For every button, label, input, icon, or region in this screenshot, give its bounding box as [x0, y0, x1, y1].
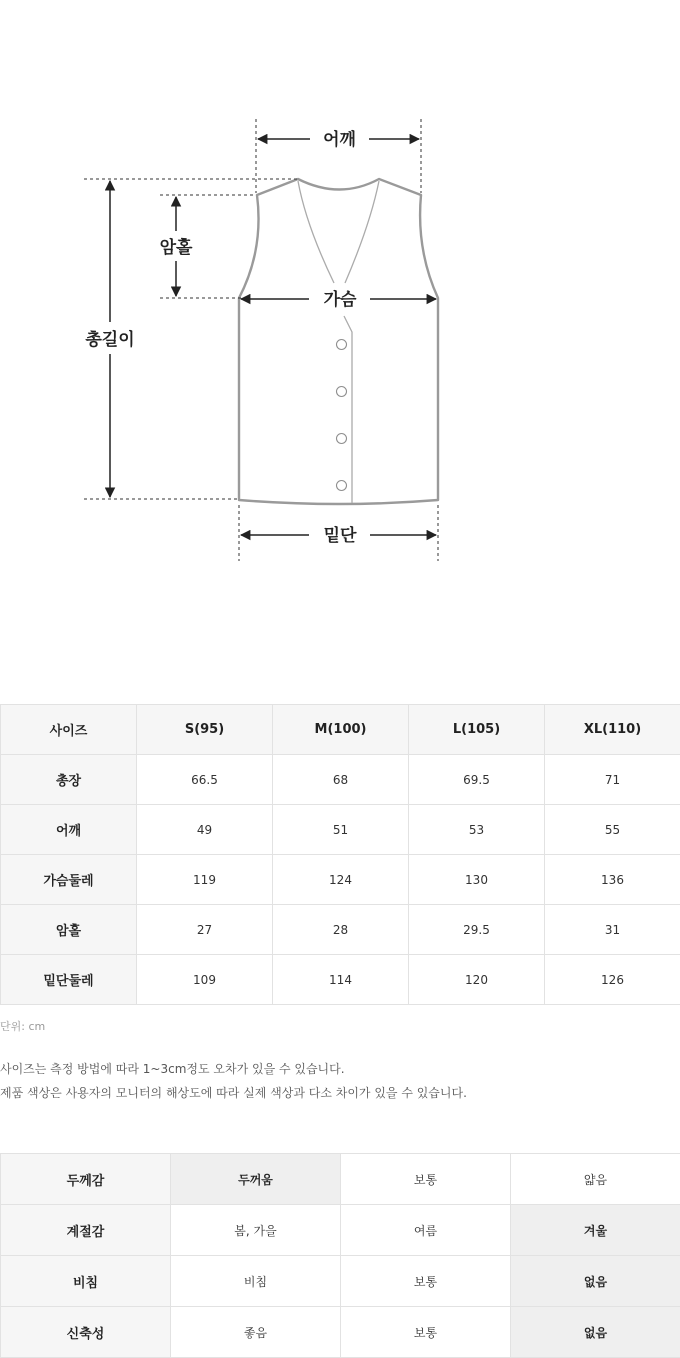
- size-header-cell: XL(110): [545, 705, 680, 755]
- size-table-header-row: [1, 705, 680, 755]
- table-cell: 51: [273, 805, 409, 855]
- note-line: 제품 색상은 사용자의 모니터의 해상도에 따라 실제 색상과 다소 차이가 있을 수 있습니다.: [0, 1086, 467, 1100]
- button-icon: [337, 340, 347, 350]
- fabric-table: [0, 1153, 680, 1358]
- vest-buttons: [337, 340, 347, 491]
- fabric-option: 여름: [341, 1205, 511, 1256]
- chest-label: 가슴: [323, 290, 357, 310]
- table-cell: 49: [137, 805, 273, 855]
- table-cell: 31: [545, 905, 680, 955]
- size-header-cell: L(105): [409, 705, 545, 755]
- button-icon: [337, 434, 347, 444]
- armhole-label: 암홀: [159, 238, 193, 258]
- table-cell: 130: [409, 855, 545, 905]
- fabric-option: 겨울: [511, 1205, 680, 1256]
- table-cell: 29.5: [409, 905, 545, 955]
- button-icon: [337, 481, 347, 491]
- table-cell: 27: [137, 905, 273, 955]
- table-cell: 53: [409, 805, 545, 855]
- fabric-option: 보통: [341, 1256, 511, 1307]
- row-label: 밑단둘레: [1, 955, 137, 1005]
- table-cell: 68: [273, 755, 409, 805]
- table-cell: 126: [545, 955, 680, 1005]
- table-row: [1, 805, 680, 855]
- fabric-option: 얇음: [511, 1154, 680, 1205]
- table-cell: 136: [545, 855, 680, 905]
- table-row: [1, 855, 680, 905]
- size-table: [0, 704, 680, 1005]
- fabric-row-label: 계절감: [1, 1205, 171, 1256]
- table-cell: 119: [137, 855, 273, 905]
- table-row: [1, 905, 680, 955]
- fabric-option: 좋음: [171, 1307, 341, 1358]
- table-cell: 69.5: [409, 755, 545, 805]
- fabric-row: [1, 1205, 680, 1256]
- fabric-row-label: 두께감: [1, 1154, 171, 1205]
- fabric-option: 보통: [341, 1307, 511, 1358]
- button-icon: [337, 387, 347, 397]
- unit-note: 단위: cm: [0, 1020, 46, 1033]
- notes: [0, 1057, 467, 1105]
- fabric-option: 비침: [171, 1256, 341, 1307]
- fabric-row: [1, 1256, 680, 1307]
- table-row: [1, 755, 680, 805]
- fabric-row: [1, 1154, 680, 1205]
- fabric-row: [1, 1307, 680, 1358]
- table-cell: 114: [273, 955, 409, 1005]
- guide-lines: [84, 119, 438, 561]
- note-line: 사이즈는 측정 방법에 따라 1~3cm정도 오차가 있을 수 있습니다.: [0, 1062, 345, 1076]
- row-label: 총장: [1, 755, 137, 805]
- size-diagram: [0, 0, 680, 600]
- table-row: [1, 955, 680, 1005]
- row-label: 암홀: [1, 905, 137, 955]
- size-header-cell: 사이즈: [1, 705, 137, 755]
- fabric-row-label: 비침: [1, 1256, 171, 1307]
- fabric-option: 두꺼움: [171, 1154, 341, 1205]
- table-cell: 71: [545, 755, 680, 805]
- table-cell: 124: [273, 855, 409, 905]
- size-header-cell: S(95): [137, 705, 273, 755]
- total-length-label: 총길이: [85, 330, 135, 350]
- row-label: 가슴둘레: [1, 855, 137, 905]
- measure-arrows: [110, 139, 436, 535]
- table-cell: 55: [545, 805, 680, 855]
- table-cell: 28: [273, 905, 409, 955]
- row-label: 어깨: [1, 805, 137, 855]
- size-header-cell: M(100): [273, 705, 409, 755]
- table-cell: 120: [409, 955, 545, 1005]
- fabric-row-label: 신축성: [1, 1307, 171, 1358]
- hem-label: 밑단: [323, 526, 357, 546]
- table-cell: 109: [137, 955, 273, 1005]
- table-cell: 66.5: [137, 755, 273, 805]
- shoulder-label: 어깨: [323, 130, 356, 150]
- fabric-option: 없음: [511, 1307, 680, 1358]
- fabric-option: 없음: [511, 1256, 680, 1307]
- fabric-option: 봄, 가을: [171, 1205, 341, 1256]
- fabric-option: 보통: [341, 1154, 511, 1205]
